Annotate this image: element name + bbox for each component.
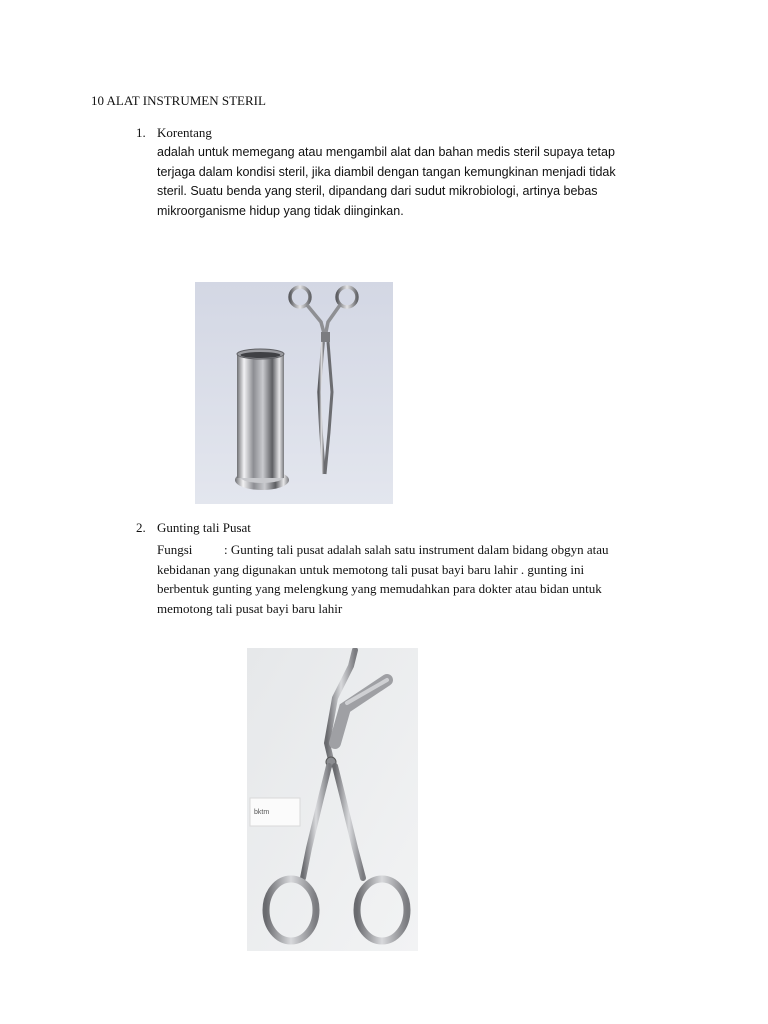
description-line: mikroorganisme hidup yang tidak diinginkan. <box>157 203 404 218</box>
umbilical-scissors-photo <box>247 648 418 951</box>
description-line: kebidanan yang digunakan untuk memotong tali pusat bayi baru lahir . gunting ini <box>157 561 585 577</box>
item-number: 1. <box>136 125 146 140</box>
item-title-gunting-tali-pusat: Gunting tali Pusat <box>157 520 251 535</box>
description-line: memotong tali pusat bayi baru lahir <box>157 600 343 616</box>
document-title: 10 ALAT INSTRUMEN STERIL <box>91 93 266 108</box>
description-line: berbentuk gunting yang melengkung yang memudahkan para dokter atau bidan untuk <box>157 581 602 596</box>
item-number: 2. <box>136 520 146 535</box>
description-line: steril. Suatu benda yang steril, dipandang dari sudut mikrobiologi, artinya bebas <box>157 184 598 198</box>
item-description-gunting-tali-pusat <box>157 540 697 618</box>
description-line: adalah untuk memegang atau mengambil alat dan bahan medis steril supaya tetap <box>157 145 615 159</box>
description-line <box>157 540 697 560</box>
item-description-korentang <box>157 143 697 221</box>
forceps-and-jar-photo <box>195 282 393 504</box>
description-line: terjaga dalam kondisi steril, jika diambil dengan tangan kemungkinan menjadi tidak <box>157 164 616 179</box>
fungsi-label: Fungsi <box>157 542 193 557</box>
item-title-korentang: Korentang <box>157 125 212 140</box>
tag-text: bktm <box>254 809 270 816</box>
description-text: : Gunting tali pusat adalah salah satu instrument dalam bidang obgyn atau <box>224 542 609 557</box>
